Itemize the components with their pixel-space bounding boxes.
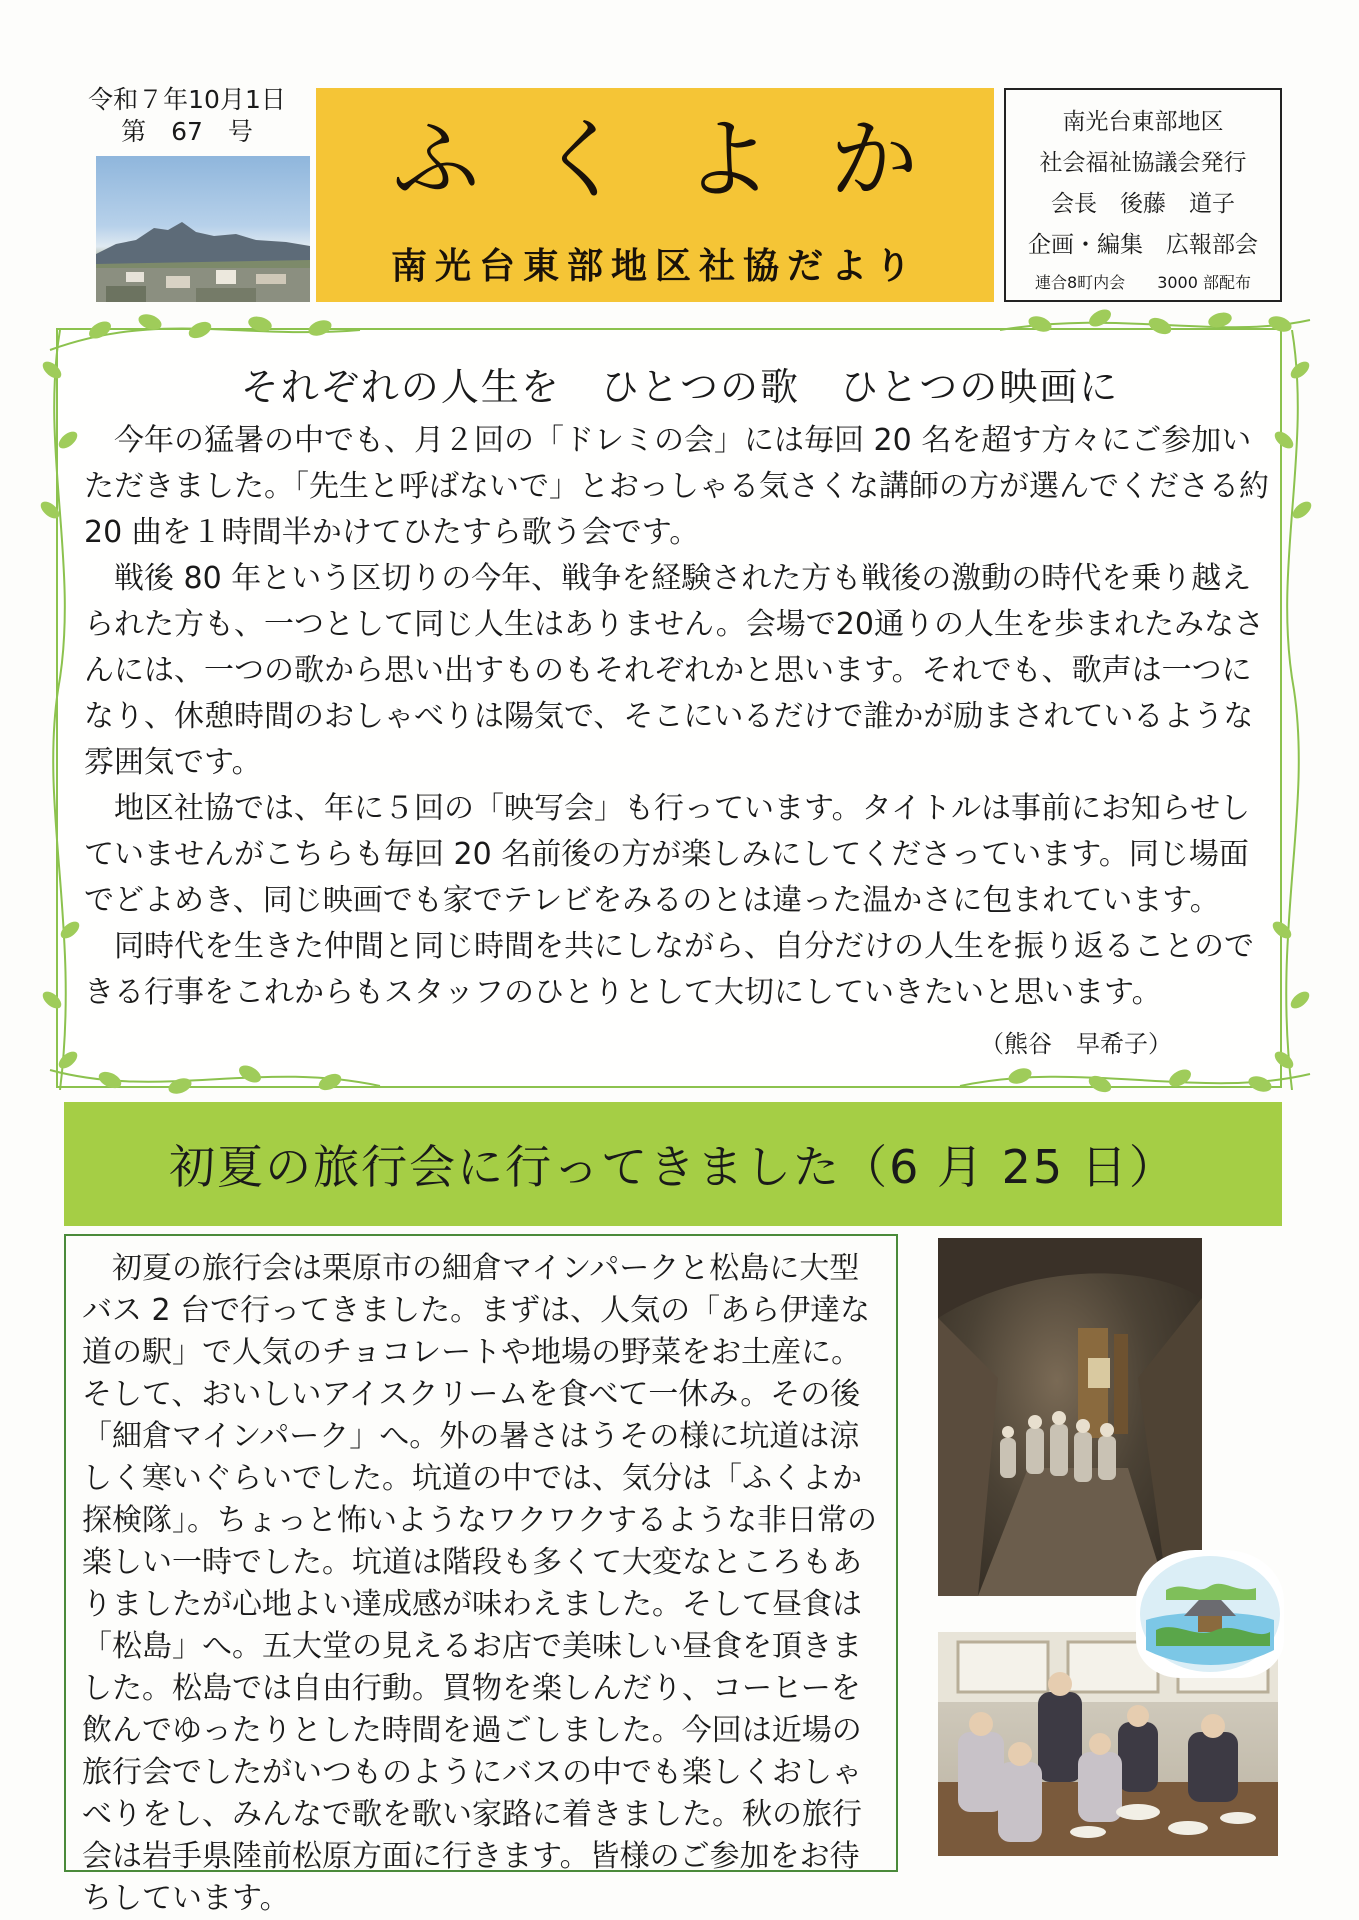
essay-paragraph: 地区社協では、年に５回の「映写会」も行っています。タイトルは事前にお知らせしていませんがこちらも毎回 20 名前後の方が楽しみにしてくださっています。同じ場面でどよめき、同じ映画でも家でテレビをみるのとは違った温かさに包まれています。: [84, 791, 1251, 918]
publisher-line: 南光台東部地区: [1062, 109, 1224, 135]
issue-date: 令和７年10月1日: [88, 85, 286, 114]
essay-paragraph: 戦後 80 年という区切りの今年、戦争を経験された方も戦後の激動の時代を乗り越えられた方も、一つとして同じ人生はありません。会場で20通りの人生を歩まれたみなさんには、一つの歌から思い出すものもそれぞれかと思います。それでも、歌声は一つになり、休憩時間のおしゃべりは陽気で、そこにいるだけで誰かが励まされているような雰囲気です。: [84, 561, 1264, 780]
essay-paragraph: 今年の猛暑の中でも、月２回の「ドレミの会」には毎回 20 名を超す方々にご参加いただきました。「先生と呼ばないで」とおっしゃる気さくな講師の方が選んでくださる約 20 曲を１時間半かけてひたすら歌う会です。: [84, 423, 1269, 550]
essay-author: （熊谷 早希子）: [980, 1030, 1172, 1058]
trip-article-text: 初夏の旅行会は栗原市の細倉マインパークと松島に大型バス 2 台で行ってきました。まずは、人気の「あら伊達な道の駅」で人気のチョコレートや地場の野菜をお土産に。そして、おいしいアイスクリームを食べて一休み。その後「細倉マインパーク」へ。外の暑さはうその様に坑道は涼しく寒いぐらいでした。坑道の中では、気分は「ふくよか探検隊」。ちょっと怖いようなワクワクするような非日常の楽しい一時でした。坑道は階段も多くて大変なところもありましたが心地よい達成感が味わえました。そして昼食は「松島」へ。五大堂の見えるお店で美味しい昼食を頂きました。松島では自由行動。買物を楽しんだり、コーヒーを飲んでゆったりとした時間を過ごしました。今回は近場の旅行会でしたがいつものようにバスの中でも楽しくおしゃべりをし、みんなで歌を歌い家路に着きました。秋の旅行会は岩手県陸前松原方面に行きます。皆様のご参加をお待ちしています。: [82, 1251, 877, 1916]
publisher-line: 企画・編集 広報部会: [1028, 232, 1258, 258]
publisher-info: [1004, 88, 1282, 302]
essay-body: [84, 418, 1274, 1016]
newsletter-subtitle: 南光台東部地区社協だより: [390, 245, 919, 287]
publisher-line: 社会福祉協議会発行: [1039, 150, 1247, 176]
distribution-count: 3000 部配布: [1157, 273, 1251, 292]
trip-banner: [64, 1102, 1282, 1226]
essay-title: それぞれの人生を ひとつの歌 ひとつの映画に: [240, 365, 1120, 409]
distribution-area: 連合8町内会: [1035, 273, 1126, 292]
trip-article-box: [64, 1234, 898, 1916]
issue-info: [64, 84, 310, 148]
vine-decoration-left: [30, 330, 90, 1090]
newsletter-title: ふくよか: [391, 108, 976, 211]
issue-number: 第 67 号: [121, 117, 253, 146]
publisher-line: 会長 後藤 道子: [1051, 191, 1235, 217]
mountain-photo: [96, 156, 310, 302]
vine-decoration-top: [40, 300, 1320, 360]
essay-paragraph: 同時代を生きた仲間と同じ時間を共にしながら、自分だけの人生を振り返ることのできる行事をこれからもスタッフのひとりとして大切にしていきたいと思います。: [84, 929, 1254, 1010]
title-box: [316, 88, 994, 302]
trip-title: 初夏の旅行会に行ってきました（6 月 25 日）: [169, 1140, 1177, 1194]
matsushima-illustration: [1136, 1550, 1284, 1678]
distribution-info: [1006, 270, 1280, 293]
mine-tunnel-photo: [938, 1238, 1202, 1596]
